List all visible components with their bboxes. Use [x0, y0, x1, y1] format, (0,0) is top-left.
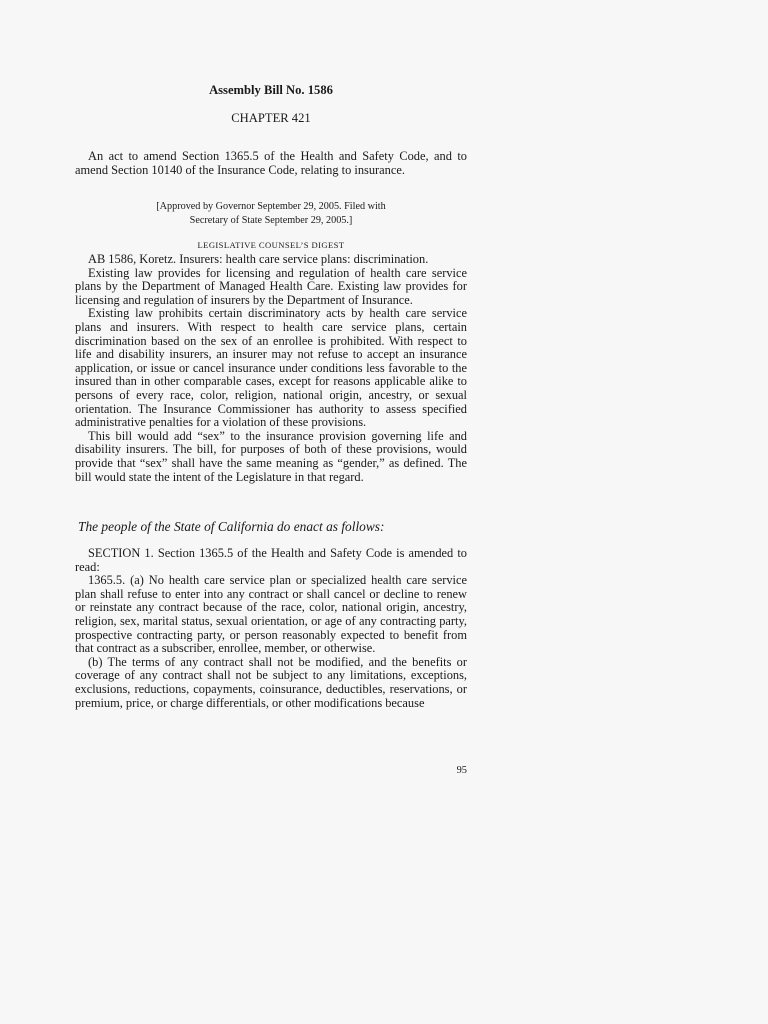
- approval-note: [75, 200, 467, 228]
- bill-body: [75, 547, 467, 710]
- section-heading-paragraph: SECTION 1. Section 1365.5 of the Health and Safety Code is amended to read:: [75, 546, 467, 574]
- page-number: 95: [456, 765, 467, 776]
- digest-paragraph: Existing law provides for licensing and regulation of health care service plans by the Department of Managed Health Care. Existing law provides for licensing and regulation of insurers by the Department of Insurance.: [75, 265, 467, 307]
- chapter-heading: CHAPTER 421: [231, 111, 311, 125]
- digest-heading: LEGISLATIVE COUNSEL’S DIGEST: [197, 240, 345, 250]
- enacting-clause: The people of the State of California do enact as follows:: [78, 519, 385, 534]
- body-paragraph: 1365.5. (a) No health care service plan or specialized health care service plan shall refuse to enter into any contract or shall cancel or decline to renew or reinstate any contract because of the race, color, national origin, ancestry, religion, sex, marital status, sexual orientation, or age of any contracting party, prospective contracting party, or person reasonably expected to benefit from that contract as a subscriber, enrollee, member, or otherwise.: [75, 573, 467, 656]
- act-description: An act to amend Section 1365.5 of the Health and Safety Code, and to amend Section 10140 of the Insurance Code, relating to insurance.: [75, 149, 467, 177]
- legislative-digest: [75, 253, 467, 484]
- approval-line-1: [Approved by Governor September 29, 2005. Filed with: [156, 201, 386, 212]
- approval-line-2: Secretary of State September 29, 2005.]: [189, 215, 353, 226]
- act-description-block: [75, 150, 467, 177]
- bill-title: Assembly Bill No. 1586: [209, 83, 333, 97]
- digest-paragraph: This bill would add “sex” to the insurance provision governing life and disability insurers. The bill, for purposes of both of these provisions, would provide that “sex” shall have the same meaning as “gender,” as defined. The bill would state the intent of the Legislature in that regard.: [75, 428, 467, 484]
- digest-paragraph: AB 1586, Koretz. Insurers: health care service plans: discrimination.: [88, 252, 429, 266]
- digest-paragraph: Existing law prohibits certain discriminatory acts by health care service plans and insurers. With respect to health care service plans, certain discrimination based on the sex of an enrollee is prohibited. With respect to life and disability insurers, an insurer may not refuse to accept an insurance application, or issue or cancel insurance under conditions less favorable to the insured than in other comparable cases, except for reasons applicable alike to persons of every race, color, religion, national origin, ancestry, or sexual orientation. The Insurance Commissioner has authority to assess specified administrative penalties for a violation of these provisions.: [75, 306, 467, 430]
- body-paragraph: (b) The terms of any contract shall not be modified, and the benefits or coverage of any contract shall not be subject to any limitations, exceptions, exclusions, reductions, copayments, coinsurance, deductibles, reservations, or premium, price, or charge differentials, or other modifications because: [75, 654, 467, 710]
